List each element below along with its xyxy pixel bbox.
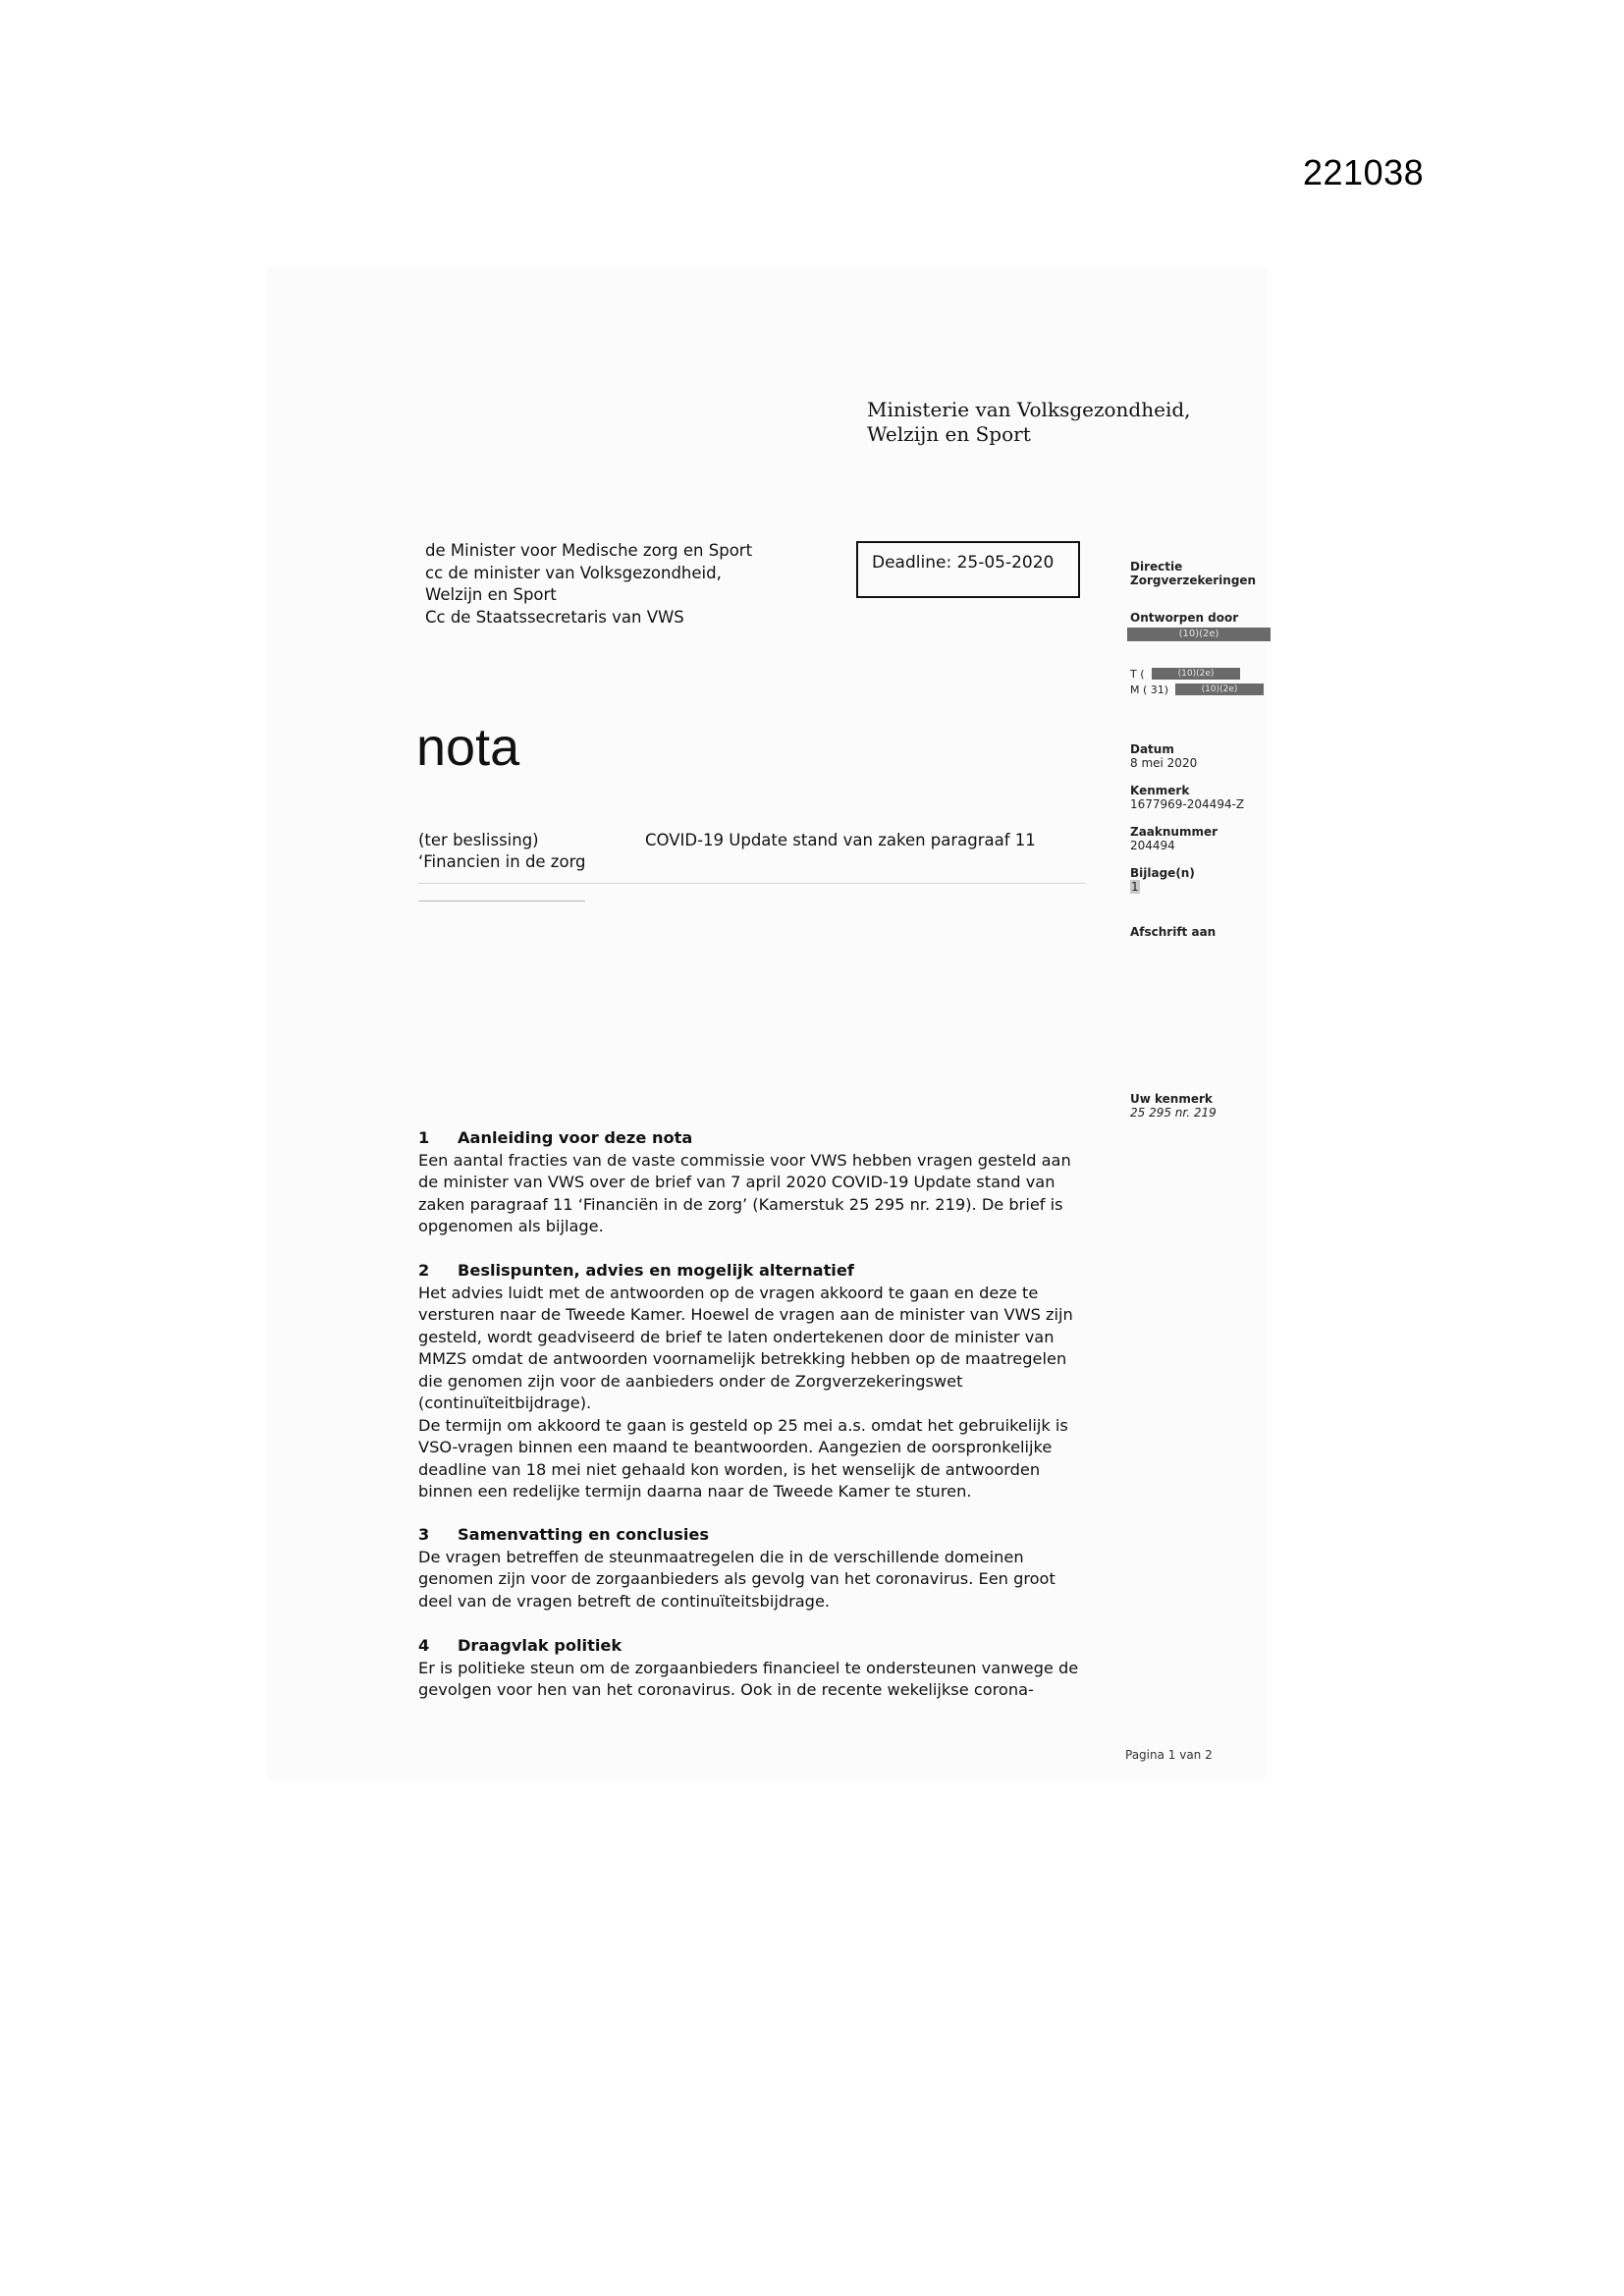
ministry-line: Welzijn en Sport	[867, 422, 1031, 446]
datum-value: 8 mei 2020	[1130, 756, 1198, 770]
directie-label: Directie	[1130, 560, 1183, 574]
phone-t-prefix: T (	[1130, 668, 1145, 681]
paragraph-line: zaken paragraaf 11 ‘Financiën in de zorg’ (Kamerstuk 25 295 nr. 219). De brief is	[418, 1194, 1063, 1214]
zaaknummer-value: 204494	[1130, 839, 1175, 852]
sidebar-afschrift	[1130, 925, 1216, 939]
paragraph-line: deadline van 18 mei niet gehaald kon worden, is het wenselijk de antwoorden	[418, 1459, 1041, 1479]
deadline-box: Deadline: 25-05-2020	[856, 541, 1080, 598]
subject-divider	[418, 883, 1086, 884]
section-2	[418, 1260, 1120, 1503]
paragraph-line: versturen naar de Tweede Kamer. Hoewel de vragen aan de minister van VWS zijn	[418, 1305, 1073, 1324]
directie-value: Zorgverzekeringen	[1130, 574, 1257, 587]
sidebar-uw-kenmerk	[1130, 1092, 1217, 1120]
phone-m-prefix: M ( 31)	[1130, 683, 1169, 696]
short-divider	[418, 901, 585, 902]
datum-label: Datum	[1130, 742, 1174, 756]
subject-type-line: ‘Financien in de zorg	[418, 852, 586, 871]
sidebar-kenmerk	[1130, 784, 1244, 811]
subject-type-line: (ter beslissing)	[418, 831, 539, 849]
section-heading	[418, 1524, 1120, 1547]
paragraph-line: (continuïteitbijdrage).	[418, 1394, 592, 1412]
section-title: Samenvatting en conclusies	[458, 1525, 710, 1544]
redaction-block: (10)(2e)	[1127, 628, 1271, 641]
paragraph-line: deel van de vragen betreft de continuïteitsbijdrage.	[418, 1591, 831, 1611]
redaction-block: (10)(2e)	[1152, 668, 1240, 680]
paragraph-line: gevolgen voor hen van het coronavirus. Ook in de recente wekelijkse corona-	[418, 1680, 1034, 1699]
section-title: Aanleiding voor deze nota	[458, 1128, 693, 1147]
page-number: Pagina 1 van 2	[1125, 1748, 1213, 1762]
section-heading	[418, 1635, 1120, 1658]
subject-topic: COVID-19 Update stand van zaken paragraaf 11	[645, 831, 1036, 849]
section-3	[418, 1524, 1120, 1613]
section-heading	[418, 1260, 1120, 1283]
bijlage-value: 1	[1131, 880, 1139, 894]
paragraph-line: De vragen betreffen de steunmaatregelen die in de verschillende domeinen	[418, 1547, 1024, 1566]
recipient-line: Welzijn en Sport	[425, 585, 557, 604]
section-title: Beslispunten, advies en mogelijk alternatief	[458, 1261, 854, 1280]
paragraph-line: genomen zijn voor de zorgaanbieders als gevolg van het coronavirus. Een groot	[418, 1569, 1056, 1588]
paragraph-line: VSO-vragen binnen een maand te beantwoorden. Aangezien de oorspronkelijke	[418, 1438, 1053, 1456]
sidebar-zaaknummer	[1130, 825, 1218, 852]
uw-kenmerk-value: 25 295 nr. 219	[1130, 1106, 1217, 1120]
sidebar-directie	[1130, 560, 1256, 587]
section-number: 1	[418, 1128, 430, 1147]
paragraph-line: De termijn om akkoord te gaan is gesteld op 25 mei a.s. omdat het gebruikelijk is	[418, 1415, 1068, 1435]
sidebar-datum	[1130, 742, 1197, 770]
uw-kenmerk-label: Uw kenmerk	[1130, 1092, 1213, 1106]
section-heading	[418, 1127, 1120, 1150]
paragraph-line: gesteld, wordt geadviseerd de brief te laten ondertekenen door de minister van	[418, 1327, 1055, 1346]
kenmerk-value: 1677969-204494-Z	[1130, 797, 1245, 811]
sidebar-ontworpen	[1130, 611, 1238, 625]
document-title: nota	[416, 718, 520, 777]
recipient-line: Cc de Staatssecretaris van VWS	[425, 607, 684, 627]
bijlage-label: Bijlage(n)	[1130, 866, 1195, 880]
paragraph-line: Het advies luidt met de antwoorden op de vragen akkoord te gaan en deze te	[418, 1283, 1039, 1302]
subject-type	[418, 830, 586, 873]
paragraph-line: die genomen zijn voor de aanbieders onder de Zorgverzekeringswet	[418, 1371, 963, 1391]
paragraph-line: MMZS omdat de antwoorden voornamelijk betrekking hebben op de maatregelen	[418, 1349, 1067, 1368]
section-title: Draagvlak politiek	[458, 1636, 623, 1655]
sidebar-bijlage	[1130, 866, 1195, 894]
ministry-line: Ministerie van Volksgezondheid,	[867, 398, 1191, 421]
ministry-logo-text	[867, 398, 1191, 447]
paragraph-line: Een aantal fracties van de vaste commissie voor VWS hebben vragen gesteld aan	[418, 1150, 1071, 1170]
paragraph-line: binnen een redelijke termijn daarna naar de Tweede Kamer te sturen.	[418, 1482, 972, 1501]
recipients-block	[425, 540, 752, 629]
redaction-block: (10)(2e)	[1175, 683, 1264, 695]
recipient-line: cc de minister van Volksgezondheid,	[425, 563, 722, 582]
kenmerk-label: Kenmerk	[1130, 784, 1190, 797]
section-number: 2	[418, 1261, 430, 1280]
recipient-line: de Minister voor Medische zorg en Sport	[425, 541, 753, 560]
ontworpen-label: Ontworpen door	[1130, 611, 1239, 625]
section-number: 3	[418, 1525, 430, 1544]
section-4	[418, 1635, 1120, 1702]
zaaknummer-label: Zaaknummer	[1130, 825, 1218, 839]
section-number: 4	[418, 1636, 430, 1655]
document-number: 221038	[1303, 152, 1425, 192]
paragraph-line: Er is politieke steun om de zorgaanbieders financieel te ondersteunen vanwege de	[418, 1658, 1079, 1677]
section-1	[418, 1127, 1120, 1238]
paragraph-line: de minister van VWS over de brief van 7 april 2020 COVID-19 Update stand van	[418, 1173, 1056, 1191]
afschrift-label: Afschrift aan	[1130, 925, 1217, 939]
paragraph-line: opgenomen als bijlage.	[418, 1217, 604, 1235]
